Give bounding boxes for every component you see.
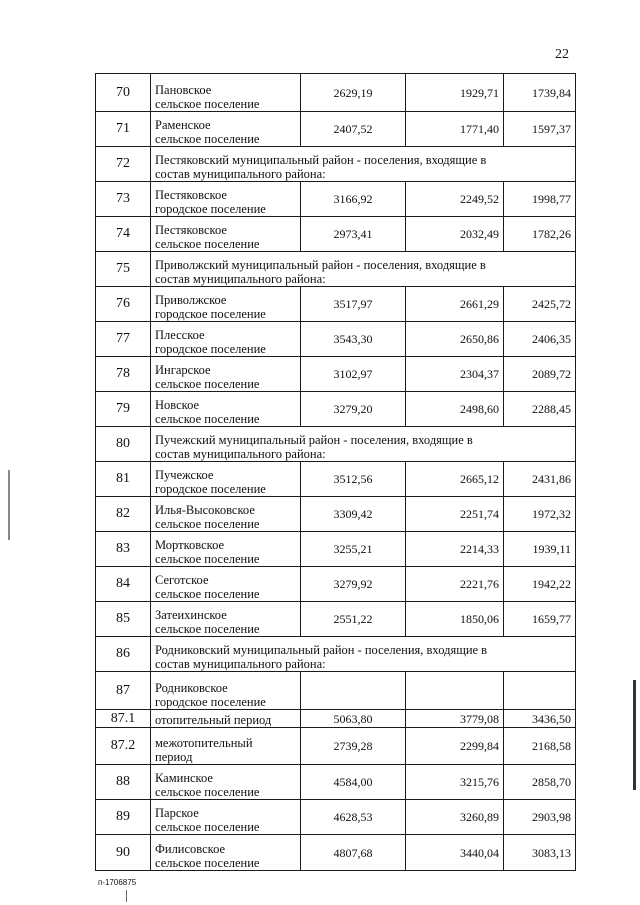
settlement-name	[151, 287, 301, 322]
table-row	[96, 710, 576, 728]
value-cell-3: 1998,77	[504, 182, 576, 217]
value-cell-1: 3166,92	[301, 182, 406, 217]
row-number: 85	[96, 602, 151, 637]
value-cell-2: 2304,37	[406, 357, 504, 392]
district-title	[151, 147, 576, 182]
settlement-name	[151, 462, 301, 497]
table-row	[96, 602, 576, 637]
name-line: городское поселение	[155, 307, 266, 321]
settlement-name	[151, 74, 301, 112]
name-line: сельское поселение	[155, 622, 260, 636]
table-row	[96, 532, 576, 567]
value-cell-1: 4584,00	[301, 765, 406, 800]
name-line: Приволжское	[155, 293, 227, 307]
value-cell-2	[406, 672, 504, 710]
table-row	[96, 287, 576, 322]
row-number: 72	[96, 147, 151, 182]
settlement-name	[151, 322, 301, 357]
name-line: состав муниципального района:	[155, 447, 326, 461]
value-cell-1: 2407,52	[301, 112, 406, 147]
value-cell-3: 2089,72	[504, 357, 576, 392]
row-number: 82	[96, 497, 151, 532]
name-line: Каминское	[155, 771, 213, 785]
value-cell-2: 2665,12	[406, 462, 504, 497]
name-line: Раменское	[155, 118, 211, 132]
name-line: сельское поселение	[155, 237, 260, 251]
table-row	[96, 728, 576, 765]
settlement-name	[151, 728, 301, 765]
settlement-name	[151, 392, 301, 427]
name-line: сельское поселение	[155, 587, 260, 601]
value-cell-1: 3512,56	[301, 462, 406, 497]
row-number: 79	[96, 392, 151, 427]
value-cell-2: 2032,49	[406, 217, 504, 252]
row-number: 81	[96, 462, 151, 497]
table-row	[96, 835, 576, 871]
settlement-name	[151, 672, 301, 710]
name-line: городское поселение	[155, 202, 266, 216]
name-line: Сеготское	[155, 573, 209, 587]
table-row	[96, 672, 576, 710]
value-cell-3	[504, 672, 576, 710]
value-cell-3: 1942,22	[504, 567, 576, 602]
value-cell-2: 2650,86	[406, 322, 504, 357]
row-number: 86	[96, 637, 151, 672]
district-header-row	[96, 427, 576, 462]
value-cell-1: 3279,92	[301, 567, 406, 602]
footer-code: п-1706875	[98, 878, 137, 887]
value-cell-2: 1929,71	[406, 74, 504, 112]
table-row	[96, 357, 576, 392]
name-line: Приволжский муниципальный район - поселения, входящие в	[155, 258, 486, 272]
district-header-row	[96, 637, 576, 672]
settlement-name	[151, 217, 301, 252]
name-line: Пестяковский муниципальный район - поселения, входящие в	[155, 153, 487, 167]
name-line: Родниковское	[155, 681, 228, 695]
value-cell-1: 2973,41	[301, 217, 406, 252]
value-cell-1: 2739,28	[301, 728, 406, 765]
row-number: 80	[96, 427, 151, 462]
table-row	[96, 462, 576, 497]
value-cell-3: 1597,37	[504, 112, 576, 147]
name-line: Пестяковское	[155, 223, 227, 237]
row-number: 78	[96, 357, 151, 392]
row-number: 87	[96, 672, 151, 710]
name-line: Ингарское	[155, 363, 211, 377]
row-number: 70	[96, 74, 151, 112]
district-header-row	[96, 252, 576, 287]
name-line: сельское поселение	[155, 820, 260, 834]
value-cell-3: 1739,84	[504, 74, 576, 112]
settlement-name	[151, 567, 301, 602]
page-number: 22	[555, 47, 569, 62]
name-line: состав муниципального района:	[155, 657, 326, 671]
name-line: состав муниципального района:	[155, 272, 326, 286]
scan-mark-right	[633, 680, 636, 790]
value-cell-1: 4807,68	[301, 835, 406, 871]
name-line: Мортковское	[155, 538, 225, 552]
value-cell-1: 4628,53	[301, 800, 406, 835]
row-number: 87.1	[96, 710, 151, 728]
data-table	[95, 73, 576, 871]
table-row	[96, 800, 576, 835]
name-line: Пучежский муниципальный район - поселения, входящие в	[155, 433, 473, 447]
name-line: сельское поселение	[155, 517, 260, 531]
value-cell-2: 3779,08	[406, 710, 504, 728]
value-cell-2: 2299,84	[406, 728, 504, 765]
settlement-name	[151, 182, 301, 217]
row-number: 75	[96, 252, 151, 287]
name-line: Филисовское	[155, 842, 226, 856]
value-cell-3: 2858,70	[504, 765, 576, 800]
table-row	[96, 217, 576, 252]
name-line: сельское поселение	[155, 377, 260, 391]
district-header-row	[96, 147, 576, 182]
row-number: 73	[96, 182, 151, 217]
name-line: Новское	[155, 398, 200, 412]
name-line: сельское поселение	[155, 412, 260, 426]
value-cell-1	[301, 672, 406, 710]
settlement-name	[151, 112, 301, 147]
row-number: 83	[96, 532, 151, 567]
name-line: состав муниципального района:	[155, 167, 326, 181]
table-row	[96, 392, 576, 427]
name-line: сельское поселение	[155, 856, 260, 870]
value-cell-1: 3279,20	[301, 392, 406, 427]
value-cell-3: 2425,72	[504, 287, 576, 322]
row-number: 76	[96, 287, 151, 322]
name-line: Пановское	[155, 83, 212, 97]
value-cell-1: 3102,97	[301, 357, 406, 392]
table-row	[96, 182, 576, 217]
row-number: 74	[96, 217, 151, 252]
row-number: 84	[96, 567, 151, 602]
value-cell-3: 2288,45	[504, 392, 576, 427]
settlement-name	[151, 497, 301, 532]
scan-mark-left	[8, 470, 10, 540]
value-cell-1: 2551,22	[301, 602, 406, 637]
settlement-name	[151, 835, 301, 871]
value-cell-1: 3255,21	[301, 532, 406, 567]
table-row	[96, 322, 576, 357]
value-cell-1: 2629,19	[301, 74, 406, 112]
name-line: Плесское	[155, 328, 205, 342]
name-line: отопительный период	[155, 713, 272, 727]
value-cell-2: 3260,89	[406, 800, 504, 835]
settlement-name	[151, 357, 301, 392]
row-number: 77	[96, 322, 151, 357]
value-cell-3: 1782,26	[504, 217, 576, 252]
name-line: период	[155, 750, 193, 764]
value-cell-2: 2214,33	[406, 532, 504, 567]
value-cell-3: 2406,35	[504, 322, 576, 357]
name-line: Родниковский муниципальный район - поселения, входящие в	[155, 643, 488, 657]
value-cell-1: 5063,80	[301, 710, 406, 728]
table-row	[96, 567, 576, 602]
value-cell-1: 3517,97	[301, 287, 406, 322]
name-line: городское поселение	[155, 695, 266, 709]
row-number: 89	[96, 800, 151, 835]
table-row	[96, 497, 576, 532]
value-cell-3: 1972,32	[504, 497, 576, 532]
value-cell-3: 1659,77	[504, 602, 576, 637]
value-cell-3: 2431,86	[504, 462, 576, 497]
value-cell-2: 2498,60	[406, 392, 504, 427]
value-cell-3: 3083,13	[504, 835, 576, 871]
value-cell-2: 3215,76	[406, 765, 504, 800]
value-cell-3: 2903,98	[504, 800, 576, 835]
value-cell-3: 2168,58	[504, 728, 576, 765]
value-cell-2: 2251,74	[406, 497, 504, 532]
value-cell-1: 3309,42	[301, 497, 406, 532]
value-cell-2: 3440,04	[406, 835, 504, 871]
name-line: Пестяковское	[155, 188, 227, 202]
district-title	[151, 427, 576, 462]
name-line: сельское поселение	[155, 552, 260, 566]
table-row	[96, 765, 576, 800]
name-line: городское поселение	[155, 342, 266, 356]
settlement-name	[151, 765, 301, 800]
settlement-name	[151, 800, 301, 835]
settlement-name	[151, 602, 301, 637]
table-row	[96, 112, 576, 147]
scan-speck	[126, 890, 127, 902]
settlement-name	[151, 710, 301, 728]
value-cell-2: 2221,76	[406, 567, 504, 602]
value-cell-3: 1939,11	[504, 532, 576, 567]
value-cell-3: 3436,50	[504, 710, 576, 728]
table-row	[96, 74, 576, 112]
name-line: межотопительный	[155, 736, 253, 750]
value-cell-2: 2661,29	[406, 287, 504, 322]
name-line: Илья-Высоковское	[155, 503, 255, 517]
settlement-name	[151, 532, 301, 567]
value-cell-1: 3543,30	[301, 322, 406, 357]
district-title	[151, 252, 576, 287]
name-line: Пучежское	[155, 468, 214, 482]
name-line: городское поселение	[155, 482, 266, 496]
row-number: 71	[96, 112, 151, 147]
name-line: сельское поселение	[155, 785, 260, 799]
name-line: сельское поселение	[155, 97, 260, 111]
row-number: 90	[96, 835, 151, 871]
name-line: сельское поселение	[155, 132, 260, 146]
district-title	[151, 637, 576, 672]
value-cell-2: 1850,06	[406, 602, 504, 637]
value-cell-2: 2249,52	[406, 182, 504, 217]
name-line: Затеихинское	[155, 608, 227, 622]
row-number: 88	[96, 765, 151, 800]
name-line: Парское	[155, 806, 199, 820]
value-cell-2: 1771,40	[406, 112, 504, 147]
row-number: 87.2	[96, 728, 151, 765]
